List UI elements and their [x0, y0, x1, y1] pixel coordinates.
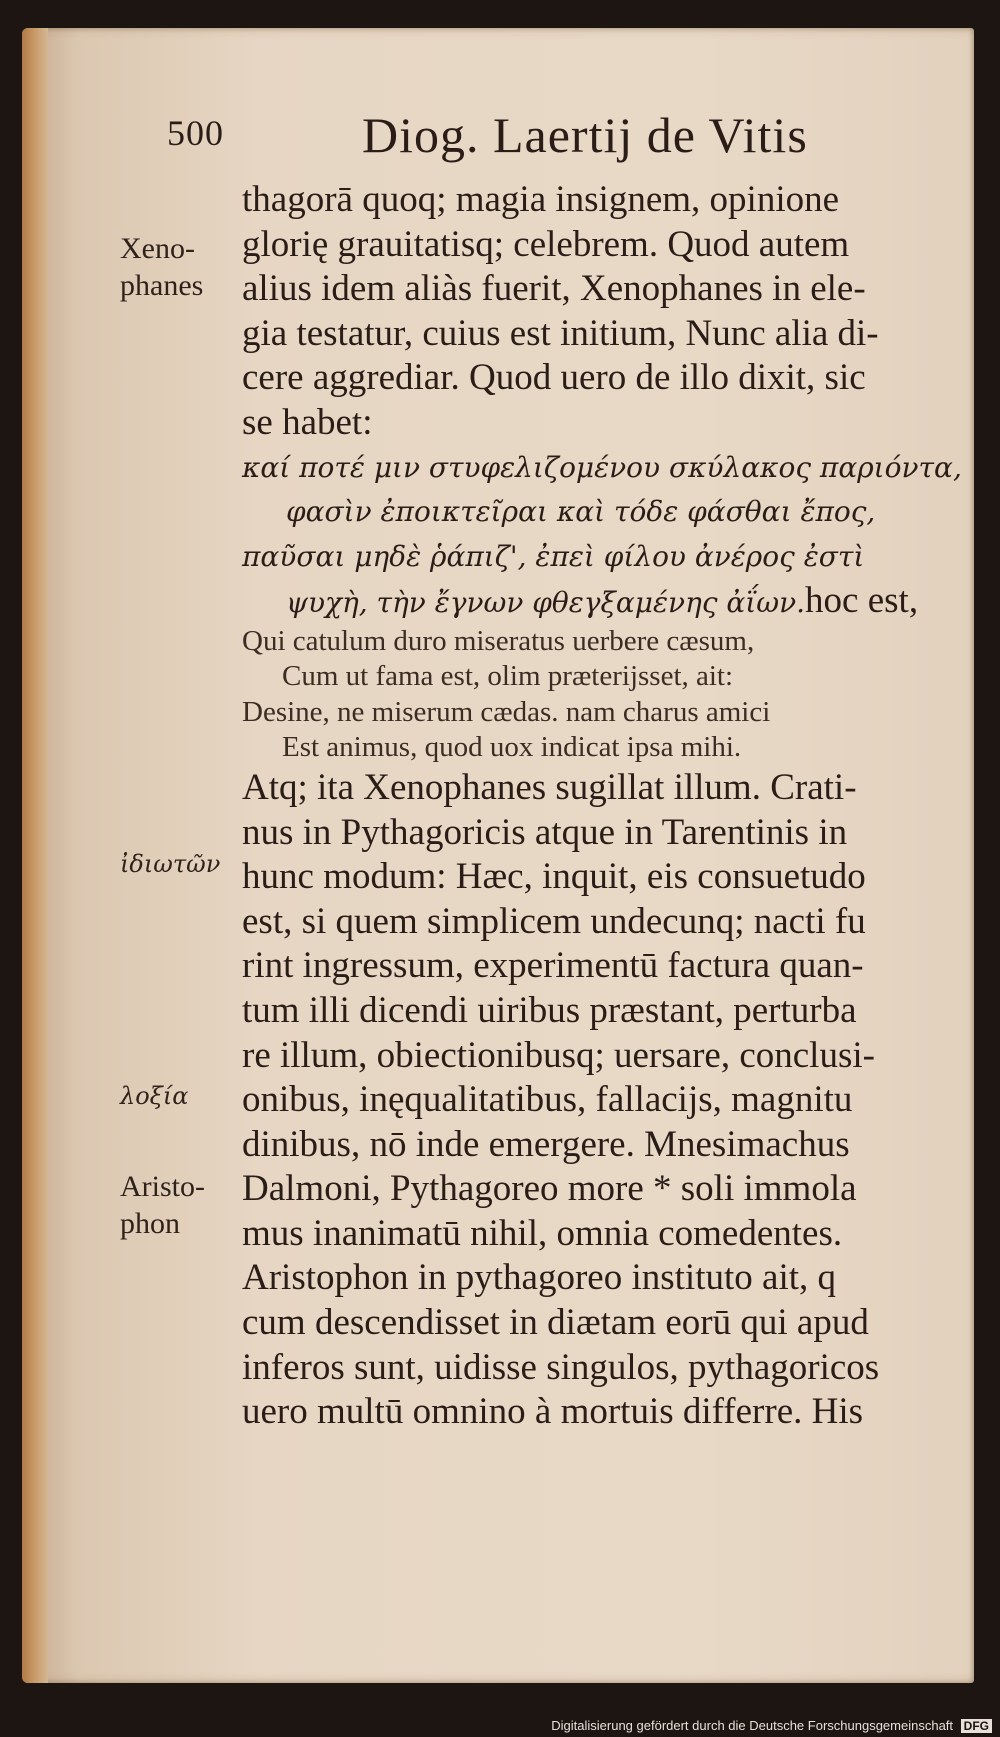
- greek-verse-tail: hoc est,: [805, 580, 919, 622]
- page-edge: [22, 28, 48, 1683]
- text-line: inferos sunt, uidisse singulos, pythagoricos: [242, 1346, 880, 1388]
- text-line: gia testatur, cuius est initium, Nunc alia di-: [242, 312, 879, 354]
- text-line: rint ingressum, experimentū factura quan-: [242, 945, 864, 987]
- text-line: tum illi dicendi uiribus præstant, perturba: [242, 989, 857, 1031]
- margin-note-loxia: [120, 1078, 189, 1115]
- text-line: mus inanimatū nihil, omnia comedentes.: [242, 1212, 843, 1254]
- latin-verse-line: Cum ut fama est, olim præterijsset, ait:: [282, 660, 734, 693]
- margin-note-line: phanes: [120, 269, 204, 302]
- greek-verse-line: φασὶν ἐποικτεῖραι καὶ τόδε φάσθαι ἔπος,: [286, 495, 876, 529]
- text-line: thagorā quoq; magia insignem, opinione: [242, 179, 840, 220]
- margin-note-line: λοξία: [120, 1082, 189, 1110]
- greek-verse-line: καί ποτέ μιν στυφελιζομένου σκύλακος παριόντα,: [242, 450, 962, 484]
- margin-note-idioton: [120, 846, 220, 883]
- running-head: [22, 106, 974, 176]
- footer-credit: Digitalisierung gefördert durch die Deutsche Forschungsgemeinschaft: [551, 1718, 954, 1733]
- text-line: Atq; ita Xenophanes sugillat illum. Crati-: [242, 766, 857, 808]
- running-title: Diog. Laertij de Vitis: [362, 107, 808, 163]
- text-line: alius idem aliàs fuerit, Xenophanes in ele-: [242, 268, 866, 310]
- text-line: se habet:: [242, 401, 373, 443]
- margin-note-line: Aristo-: [120, 1170, 205, 1203]
- greek-verse-text: ψυχὴ, τὴν ἔγνων φθεγξαμένης ἀΐων.: [286, 586, 806, 620]
- text-line: cum descendisset in diætam eorū qui apud: [242, 1302, 869, 1344]
- book-page: [22, 28, 974, 1683]
- margin-note-line: Xeno-: [120, 232, 195, 265]
- text-line: dinibus, nō inde emergere. Mnesimachus: [242, 1123, 850, 1165]
- text-line: onibus, inęqualitatibus, fallacijs, magnitu: [242, 1079, 853, 1121]
- margin-note-xenophanes: [120, 230, 203, 304]
- greek-verse-line: [242, 579, 972, 624]
- margin-note-line: phon: [120, 1207, 180, 1240]
- text-line: cere aggrediar. Quod uero de illo dixit, sic: [242, 357, 866, 399]
- text-line: Dalmoni, Pythagoreo more * soli immola: [242, 1168, 857, 1210]
- latin-verse-line: Est animus, quod uox indicat ipsa mihi.: [282, 731, 742, 764]
- digitization-footer: [551, 1718, 992, 1733]
- margin-note-aristophon: [120, 1168, 205, 1242]
- latin-verse-line: Desine, ne miserum cædas. nam charus amici: [242, 695, 771, 728]
- text-line: re illum, obiectionibusq; uersare, conclusi-: [242, 1034, 875, 1076]
- latin-verse-line: Qui catulum duro miseratus uerbere cæsum,: [242, 624, 755, 657]
- dfg-logo: DFG: [961, 1719, 992, 1733]
- text-line: nus in Pythagoricis atque in Tarentinis in: [242, 811, 848, 853]
- text-line: est, si quem simplicem undecunq; nacti fu: [242, 900, 866, 942]
- text-line: uero multū omnino à mortuis differre. His: [242, 1391, 864, 1433]
- text-line: hunc modum: Hæc, inquit, eis consuetudo: [242, 856, 866, 898]
- margin-note-line: ἰδιωτῶν: [120, 850, 221, 878]
- text-line: glorię grauitatisq; celebrem. Quod autem: [242, 223, 850, 265]
- text-line: Aristophon in pythagoreo instituto ait, q: [242, 1257, 837, 1299]
- page-number: 500: [167, 113, 224, 153]
- greek-verse-line: παῦσαι μηδὲ ῥάπιζ', ἐπεὶ φίλου ἀνέρος ἐστὶ: [242, 539, 865, 573]
- main-text: [242, 178, 972, 1435]
